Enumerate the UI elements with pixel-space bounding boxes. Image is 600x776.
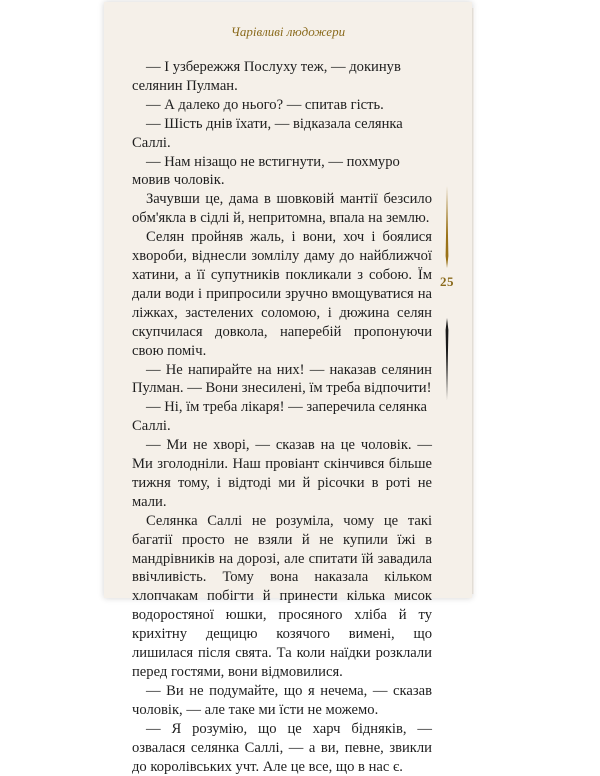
paragraph: — Ви не подумайте, що я нечема, — сказав чоловік, — але таке ми їсти не можемо. xyxy=(132,682,432,718)
body-text xyxy=(132,58,432,776)
paragraph: — Не напирайте на них! — наказав селянин Пулман. — Вони знесилені, їм треба відпочити! xyxy=(132,361,432,397)
paragraph: — Я розумію, що це харч бідняків, — озвалася селянка Саллі, — а ви, певне, звикли до королівських учт. Але це все, що в нас є. xyxy=(132,720,432,775)
paragraph: — Шість днів їхати, — відказала селянка Саллі. xyxy=(132,115,403,151)
page-number: 25 xyxy=(440,274,454,289)
paragraph: — І узбережжя Послуху теж, — докинув селянин Пулман. xyxy=(132,59,401,94)
paragraph: — Нам нізащо не встигнути, — похмуро мовив чоловік. xyxy=(132,153,400,189)
marker-lower-spike xyxy=(446,318,449,400)
marker-upper-spike xyxy=(446,186,449,268)
paragraph: Селян пройняв жаль, і вони, хоч і боялися хвороби, віднесли зомлілу даму до найближчої хатини, а її супутників покликали з собою. Їм дали води і припросили зручно вмощуватися на ліжках, застелених соломою, і дюжина селян скупчилася довкола, наперебій пропонуючи свою поміч. xyxy=(132,229,432,359)
page-edge xyxy=(472,8,475,594)
page-marker-ornament xyxy=(432,186,462,536)
paragraph: Селянка Саллі не розуміла, чому це такі багатії просто не взяли й не купили їжі в мандрівників на дорозі, але спитати їй завадила ввічливість. Тому вона наказала кільком хлопчакам побігти й принести кілька мисок водоростяної юшки, просяного хліба й ту крихітну дещицю козячого вимені, що лишилася після свята. Та коли наїдки розклали перед гостями, вони відмовилися. xyxy=(132,512,432,680)
paragraph: Зачувши це, дама в шовковій мантії безсило обм'якла в сідлі й, непритомна, впала на землю. xyxy=(132,191,432,227)
running-head: Чарівливі людожери xyxy=(230,24,346,39)
paragraph: — Ні, їм треба лікаря! — заперечила селянка Саллі. xyxy=(132,399,427,435)
paragraph: — А далеко до нього? — спитав гість. xyxy=(146,96,384,113)
paragraph: — Ми не хворі, — сказав на це чоловік. — Ми зголодніли. Наш провіант скінчився більше тижня тому, і відтоді ми й рісочки в роті не мали. xyxy=(132,437,432,510)
